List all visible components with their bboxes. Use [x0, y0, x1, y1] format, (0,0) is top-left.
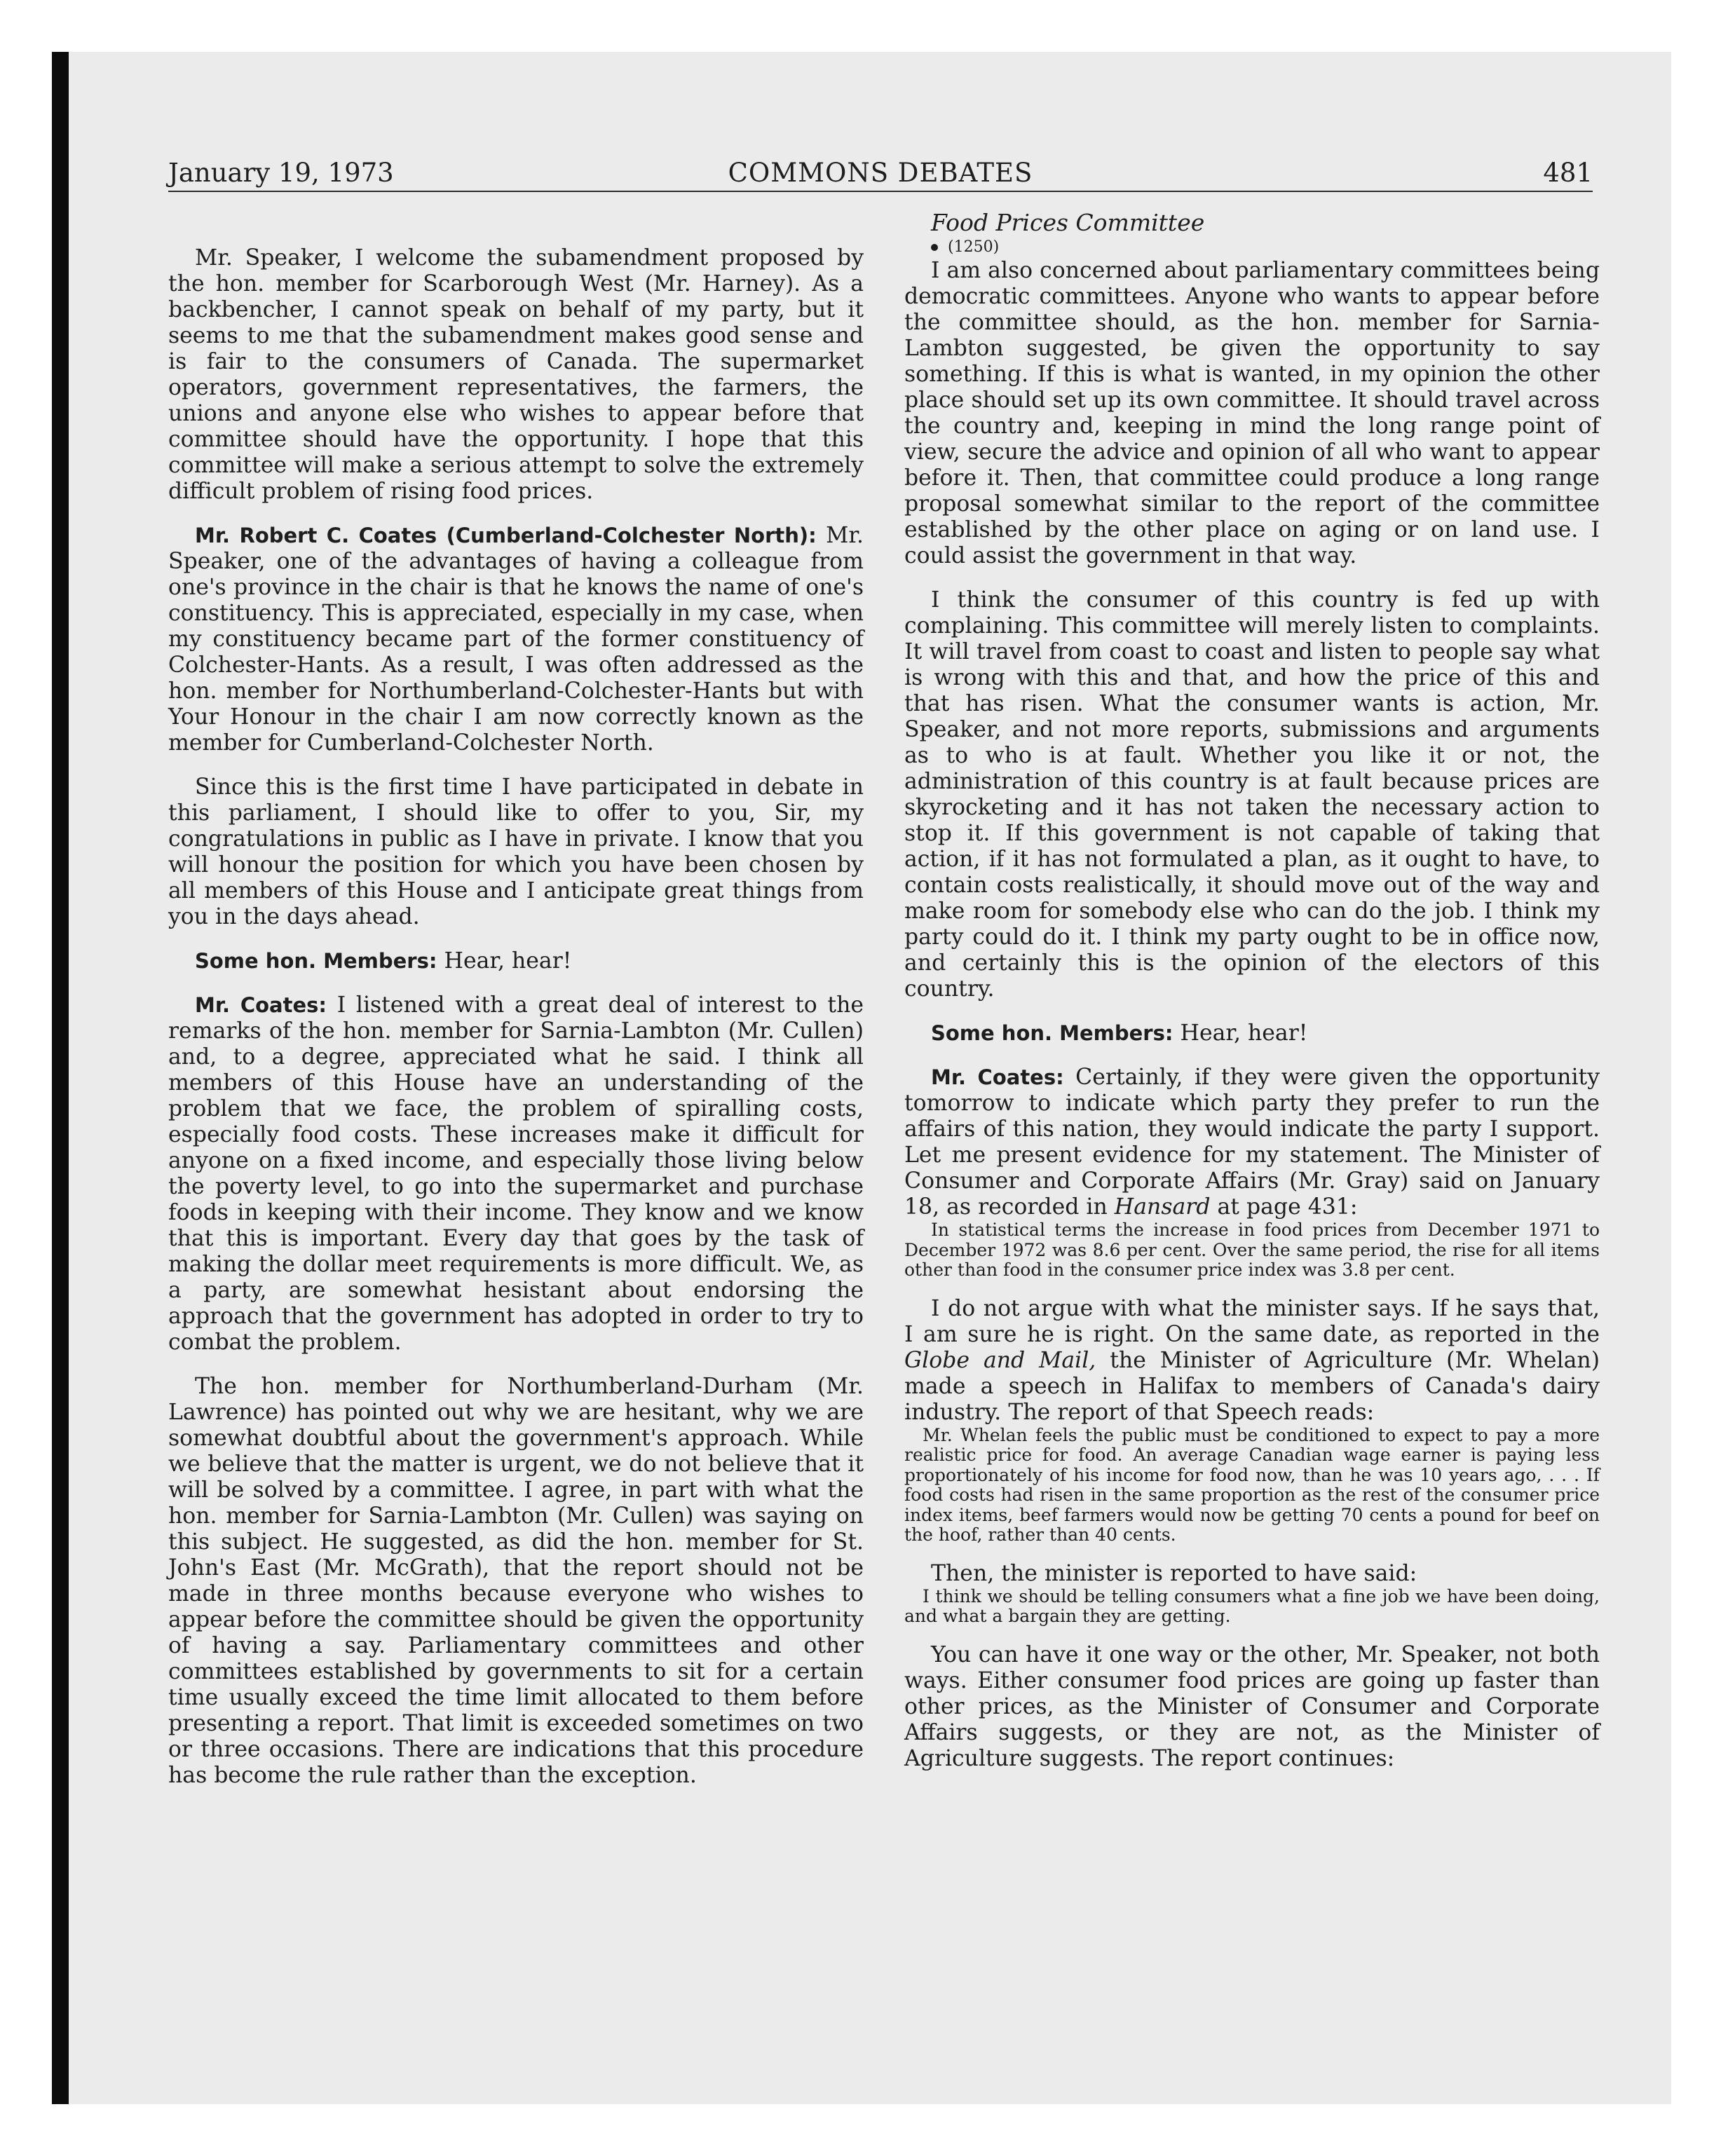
paragraph: The hon. member for Northumberland-Durham (Mr. Lawrence) has pointed out why we are hesitant, why we are somewhat doubtful about the government's approach. While we believe that the matter is urgent, we do not believe that it will be solved by a committee. I agree, in part with what the hon. member for Sarnia-Lambton (Mr. Cullen) was saying on this subject. He suggested, as did the hon. member for St. John's East (Mr. McGrath), that the report should not be made in three months because everyone who wishes to appear before the committee should be given the opportunity of having a say. Parliamentary committees and other committees established by governments to sit for a certain time usually exceed the time limit allocated to them before presenting a report. That limit is exceeded sometimes on two or three occasions. There are indications that this procedure has become the rule rather than the exception. [168, 1374, 864, 1788]
paragraph-text: I do not argue with what the minister says. If he says that, I am sure he is right. On the same date, as reported in the [904, 1295, 1600, 1347]
block-quote: Mr. Whelan feels the public must be conditioned to expect to pay a more realistic price for food. An average Canadian wage earner is paying less proportionately of his income for food now, than he was 10 years ago, . . . If food costs had risen in the same proportion as the rest of the consumer price index items, beef farmers would now be getting 70 cents a pound for beef on the hoof, rather than 40 cents. [904, 1424, 1600, 1545]
time-marker-text: (1250) [948, 238, 1000, 256]
paragraph: Mr. Speaker, I welcome the subamendment proposed by the hon. member for Scarborough West (Mr. Harney). As a backbencher, I cannot speak on behalf of my party, but it seems to me that the subamendment makes good sense and is fair to the consumers of Canada. The supermarket operators, government representatives, the farmers, the unions and anyone else who wishes to appear before that committee should have the opportunity. I hope that this committee will make a serious attempt to solve the extremely difficult problem of rising food prices. [168, 245, 864, 504]
header-title: COMMONS DEBATES [728, 158, 1033, 188]
speaker-name: Mr. Robert C. Coates (Cumberland-Colchester North): [195, 524, 817, 547]
running-head: Food Prices Committee [931, 209, 1205, 236]
page-number: 481 [1543, 158, 1593, 188]
speaker-name: Mr. Coates: [195, 993, 327, 1017]
speaker-name: Some hon. Members: [195, 949, 437, 973]
paragraph [168, 948, 864, 974]
speaker-name: Mr. Coates: [931, 1065, 1064, 1089]
paragraph [168, 992, 864, 1356]
header-date: January 19, 1973 [168, 158, 394, 188]
time-marker [904, 237, 1600, 258]
publication-name: Globe and Mail, [904, 1347, 1096, 1373]
block-quote: I think we should be telling consumers what a fine job we have been doing, and what a bargain they are getting. [904, 1585, 1600, 1626]
paragraph-text: at page 431: [1210, 1194, 1358, 1220]
block-quote: In statistical terms the increase in food prices from December 1971 to December 1972 was 8.6 per cent. Over the same period, the rise for all items other than food in the consumer price index was 3.8 per cent. [904, 1220, 1600, 1280]
page-header [168, 156, 1593, 192]
paragraph [904, 1296, 1600, 1426]
scan-border [52, 52, 69, 2104]
paragraph-text: the Minister of Agriculture (Mr. Whelan) made a speech in Halifax to members of Canada's dairy industry. The report of that Speech reads: [904, 1347, 1600, 1425]
paragraph: I am also concerned about parliamentary committees being democratic committees. Anyone who wants to appear before the committee should, as the hon. member for Sarnia-Lambton suggested, be given the opportunity to say something. If this is what is wanted, in my opinion the other place should set up its own committee. It should travel across the country and, keeping in mind the long range point of view, secure the advice and opinion of all who want to appear before it. Then, that committee could produce a long range proposal somewhat similar to the report of the committee established by the other place on aging or on land use. I could assist the government in that way. [904, 258, 1600, 568]
paragraph [904, 1065, 1600, 1220]
paragraph-text: Mr. Speaker, one of the advantages of having a colleague from one's province in the chair is that he knows the name of one's constituency. This is appreciated, especially in my case, when my constituency became part of the former constituency of Colchester-Hants. As a result, I was often addressed as the hon. member for Northumberland-Colchester-Hants but with Your Honour in the chair I am now correctly known as the member for Cumberland-Colchester North. [168, 523, 864, 756]
paragraph [168, 523, 864, 756]
paragraph-text: Certainly, if they were given the opportunity tomorrow to indicate which party they prefer to run the affairs of this nation, they would indicate the party I support. Let me present evidence for my statement. The Minister of Consumer and Corporate Affairs (Mr. Gray) said on January 18, as recorded in [904, 1065, 1600, 1220]
paragraph: Then, the minister is reported to have said: [931, 1560, 1417, 1586]
paragraph-text: I listened with a great deal of interest to the remarks of the hon. member for Sarnia-Lambton (Mr. Cullen) and, to a degree, appreciated what he said. I think all members of this House have an understanding of the problem that we face, the problem of spiralling costs, especially food costs. These increases make it difficult for anyone on a fixed income, and especially those living below the poverty level, to go into the supermarket and purchase foods in keeping with their income. They know and we know that this is important. Every day that goes by the task of making the dollar meet requirements is more difficult. We, as a party, are somewhat hesistant about endorsing the approach that the government has adopted in order to try to combat the problem. [168, 992, 864, 1355]
speaker-name: Some hon. Members: [931, 1021, 1173, 1045]
left-column [168, 245, 864, 1789]
paragraph: Since this is the first time I have participated in debate in this parliament, I should like to offer to you, Sir, my congratulations in public as I have in private. I know that you will honour the position for which you have been chosen by all members of this House and I anticipate great things from you in the days ahead. [168, 775, 864, 929]
paragraph: I think the consumer of this country is fed up with complaining. This committee will merely listen to complaints. It will travel from coast to coast and listen to people say what is wrong with this and that, and how the price of this and that has risen. What the consumer wants is action, Mr. Speaker, and not more reports, submissions and arguments as to who is at fault. Whether you like it or not, the administration of this country is at fault because prices are skyrocketing and it has not taken the necessary action to stop it. If this government is not capable of taking that action, if it has not formulated a plan, as it ought to have, to contain costs realistically, it should move out of the way and make room for somebody else who can do the job. I think my party could do it. I think my party ought to be in office now, and certainly this is the opinion of the electors of this country. [904, 587, 1600, 1002]
paragraph-text: Hear, hear! [444, 948, 572, 974]
paragraph-text: Hear, hear! [1180, 1021, 1308, 1046]
paragraph [904, 1021, 1600, 1046]
right-column [904, 209, 1600, 1772]
paragraph: You can have it one way or the other, Mr. Speaker, not both ways. Either consumer food prices are going up faster than other prices, as the Minister of Consumer and Corporate Affairs suggests, or they are not, as the Minister of Agriculture suggests. The report continues: [904, 1642, 1600, 1771]
bullet-icon [931, 244, 938, 251]
publication-name: Hansard [1114, 1194, 1211, 1220]
